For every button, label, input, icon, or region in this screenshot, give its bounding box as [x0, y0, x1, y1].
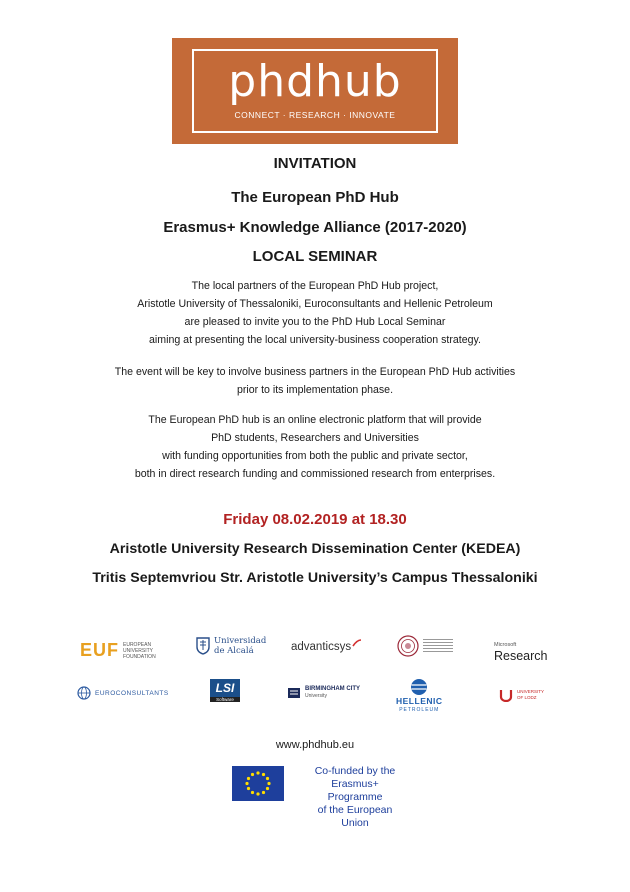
partner-advanticsys-logo	[291, 641, 362, 653]
paragraph-line: The European PhD hub is an online electronic platform that will provide	[148, 414, 482, 426]
paragraph-line: PhD students, Researchers and Universities	[211, 432, 419, 444]
swoosh-icon	[352, 639, 362, 647]
partner-aristotle-logo	[397, 635, 453, 657]
paragraph-line: both in direct research funding and commissioned research from enterprises.	[134, 468, 496, 480]
heading-invitation: INVITATION	[273, 155, 357, 172]
partner-hellenic-petroleum-logo	[396, 678, 443, 713]
euf-subtitle: EUROPEAN UNIVERSITY FOUNDATION	[123, 641, 156, 660]
event-address: Tritis Septemvriou Str. Aristotle University’s Campus Thessaloniki	[92, 570, 538, 586]
paragraph-line: The event will be key to involve business partners in the European PhD Hub activities	[114, 366, 516, 378]
university-crest-icon	[196, 637, 210, 655]
phdhub-logo	[172, 38, 458, 144]
microsoft-small: Microsoft	[494, 642, 517, 648]
alcala-line2: de Alcalá	[214, 646, 254, 656]
birmingham-line2: University	[305, 693, 327, 699]
logo-frame	[192, 49, 438, 133]
paragraph-event	[0, 363, 630, 399]
eu-line2: Erasmus+ Programme	[327, 778, 383, 803]
heading-seminar: LOCAL SEMINAR	[252, 248, 378, 265]
paragraph-line: with funding opportunities from both the public and private sector,	[162, 450, 468, 462]
hellenic-line2: PETROLEUM	[399, 707, 440, 713]
eu-line3: of the European Union	[317, 804, 393, 829]
lsi-mark: LSI	[215, 681, 235, 695]
hellenic-globe-icon	[410, 678, 428, 696]
eu-cofunding-text	[305, 765, 405, 830]
paragraph-line: are pleased to invite you to the PhD Hub Local Seminar	[184, 316, 446, 328]
partner-alcala-logo	[196, 636, 266, 656]
partner-birmingham-logo	[287, 686, 360, 700]
paragraph-platform	[0, 411, 630, 483]
paragraph-intro	[0, 277, 630, 349]
euroconsultants-wordmark: EUROCONSULTANTS	[95, 689, 169, 697]
lsi-subtitle: Software	[216, 697, 234, 702]
hellenic-line1: HELLENIC	[396, 696, 443, 706]
euf-mark: EUF	[80, 640, 119, 660]
birmingham-line1: BIRMINGHAM CITY	[305, 686, 360, 692]
partner-lsi-logo	[210, 679, 240, 702]
partner-euroconsultants-logo	[77, 686, 169, 700]
alcala-line1: Universidad	[214, 636, 267, 646]
lodz-line2: OF LODZ	[517, 695, 537, 700]
logo-tagline: CONNECT · RESEARCH · INNOVATE	[234, 110, 396, 120]
globe-icon	[77, 686, 91, 700]
partner-lodz-logo	[499, 688, 544, 702]
lodz-line1: UNIVERSITY	[517, 689, 545, 694]
heading-hub: The European PhD Hub	[231, 189, 399, 206]
paragraph-line: The local partners of the European PhD Hub project,	[191, 280, 439, 292]
lodz-mark-icon	[499, 688, 513, 702]
microsoft-research: Research	[494, 649, 548, 663]
eu-line1: Co-funded by the	[314, 765, 396, 777]
event-venue: Aristotle University Research Dissemination Center (KEDEA)	[109, 541, 521, 557]
aristotle-seal-icon	[397, 635, 419, 657]
paragraph-line: aiming at presenting the local university-business cooperation strategy.	[149, 334, 481, 346]
eu-stars-icon	[232, 766, 284, 801]
partner-microsoft-research-logo	[494, 640, 548, 662]
heading-alliance: Erasmus+ Knowledge Alliance (2017-2020)	[163, 219, 467, 236]
advanticsys-wordmark: advanticsys	[291, 641, 352, 653]
logo-wordmark: phdhub	[228, 56, 402, 107]
birmingham-crest-icon	[287, 687, 301, 699]
website-url[interactable]: www.phdhub.eu	[275, 739, 355, 751]
paragraph-line: prior to its implementation phase.	[236, 384, 394, 396]
event-date: Friday 08.02.2019 at 18.30	[223, 511, 407, 528]
paragraph-line: Aristotle University of Thessaloniki, Euroconsultants and Hellenic Petroleum	[137, 298, 493, 310]
partner-euf-logo	[80, 640, 163, 661]
eu-flag-icon	[232, 766, 284, 801]
